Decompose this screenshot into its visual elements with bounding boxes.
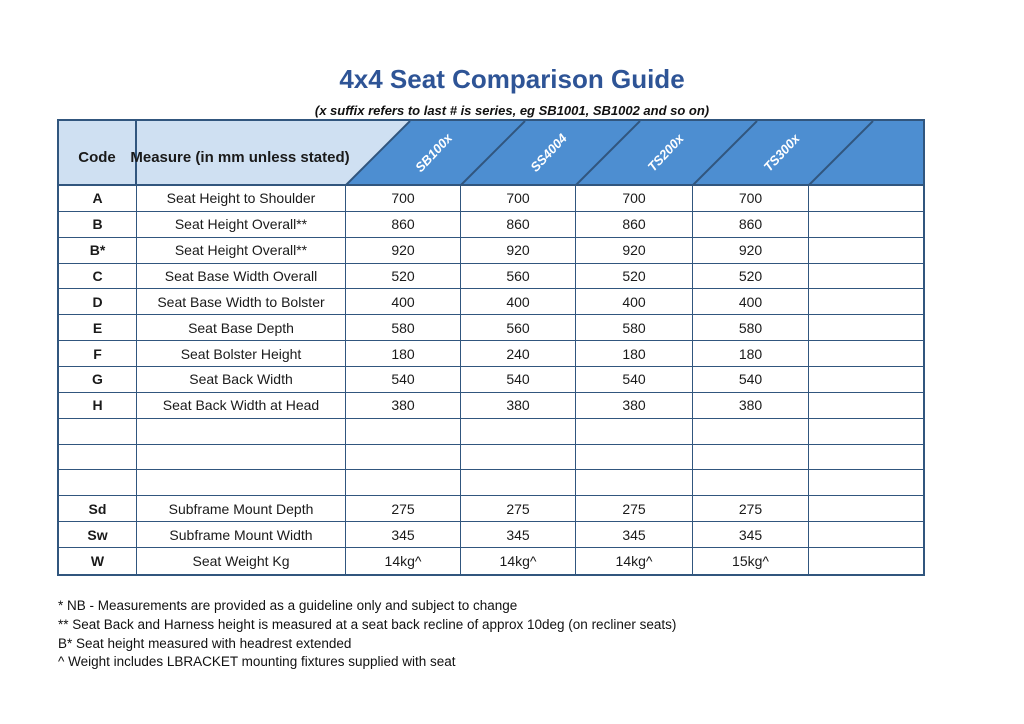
row-value [461,470,576,496]
row-value: 14kg^ [576,548,693,574]
row-value [693,445,809,471]
table-row [59,548,923,574]
row-measure: Seat Height to Shoulder [137,186,346,212]
row-value [809,496,923,522]
column-header-ss4004: SS4004 [527,130,570,175]
footnote-line: ^ Weight includes LBRACKET mounting fixtures supplied with seat [58,654,456,670]
row-code: B* [59,238,137,264]
row-measure: Seat Base Width to Bolster [137,289,346,315]
row-value: 345 [576,522,693,548]
comparison-table [57,119,925,576]
row-measure: Seat Back Width [137,367,346,393]
footnotes [58,597,958,672]
row-measure: Seat Base Depth [137,315,346,341]
row-measure: Seat Weight Kg [137,548,346,574]
row-value: 15kg^ [693,548,809,574]
row-value: 400 [576,289,693,315]
row-value: 580 [693,315,809,341]
row-value: 275 [693,496,809,522]
row-value [576,419,693,445]
table-row [59,367,923,393]
column-header-ts300x: TS300x [760,130,803,175]
row-value: 560 [461,315,576,341]
row-value: 520 [576,264,693,290]
row-code: E [59,315,137,341]
row-value [809,522,923,548]
row-value [809,341,923,367]
page-subtitle: (x suffix refers to last # is series, eg SB1001, SB1002 and so on) [314,103,710,118]
row-code: A [59,186,137,212]
row-value: 275 [576,496,693,522]
row-value [809,470,923,496]
row-value: 700 [461,186,576,212]
row-value [346,419,461,445]
row-value: 345 [461,522,576,548]
table-row [59,289,923,315]
row-value: 14kg^ [346,548,461,574]
column-header-sb100x: SB100x [412,130,456,175]
row-value: 540 [693,367,809,393]
row-value [809,393,923,419]
row-code: D [59,289,137,315]
row-value: 180 [576,341,693,367]
row-value [461,419,576,445]
row-value [809,367,923,393]
row-value: 860 [461,212,576,238]
row-value: 275 [461,496,576,522]
row-value: 920 [346,238,461,264]
row-value [809,289,923,315]
row-value: 380 [693,393,809,419]
column-header-code: Code [78,149,116,166]
row-code: G [59,367,137,393]
column-header-ts200x: TS200x [644,130,687,175]
row-value [809,315,923,341]
row-value: 700 [576,186,693,212]
row-value: 345 [693,522,809,548]
row-value: 520 [346,264,461,290]
row-value: 920 [693,238,809,264]
footnote-line: * NB - Measurements are provided as a guideline only and subject to change [58,598,518,613]
row-value: 580 [576,315,693,341]
table-header [59,121,923,186]
row-measure: Seat Height Overall** [137,212,346,238]
table-row [59,522,923,548]
row-code: Sd [59,496,137,522]
row-value: 540 [346,367,461,393]
row-measure: Subframe Mount Width [137,522,346,548]
row-code: C [59,264,137,290]
row-value [809,264,923,290]
row-value: 380 [576,393,693,419]
table-row [59,496,923,522]
row-value [809,548,923,574]
row-value: 540 [461,367,576,393]
row-value: 700 [693,186,809,212]
row-code: Sw [59,522,137,548]
row-measure: Seat Base Width Overall [137,264,346,290]
column-header-measure: Measure (in mm unless stated) [130,149,350,166]
row-value [346,445,461,471]
table-row [59,445,923,471]
row-value: 180 [693,341,809,367]
row-value: 380 [346,393,461,419]
page-title: 4x4 Seat Comparison Guide [339,64,685,94]
row-value: 240 [461,341,576,367]
row-value: 920 [576,238,693,264]
row-value [693,470,809,496]
row-measure [137,419,346,445]
row-measure: Subframe Mount Depth [137,496,346,522]
footnote-line: B* Seat height measured with headrest extended [58,635,352,651]
row-measure: Seat Back Width at Head [137,393,346,419]
row-code: H [59,393,137,419]
table-row [59,264,923,290]
row-value: 860 [693,212,809,238]
row-value: 520 [693,264,809,290]
row-code: B [59,212,137,238]
row-value: 860 [576,212,693,238]
table-row [59,315,923,341]
row-value [809,212,923,238]
row-code [59,445,137,471]
row-value: 400 [346,289,461,315]
row-value: 540 [576,367,693,393]
row-code: F [59,341,137,367]
table-row [59,238,923,264]
row-value: 14kg^ [461,548,576,574]
row-code [59,470,137,496]
row-value: 180 [346,341,461,367]
row-value [809,445,923,471]
table-row [59,393,923,419]
footnote-line: ** Seat Back and Harness height is measured at a seat back recline of approx 10deg (on recliner seats) [58,616,677,632]
row-value: 380 [461,393,576,419]
table-row [59,341,923,367]
row-measure [137,470,346,496]
row-value [576,445,693,471]
row-value: 400 [461,289,576,315]
row-measure: Seat Height Overall** [137,238,346,264]
row-measure [137,445,346,471]
table-row [59,186,923,212]
table-body [59,186,923,574]
row-measure: Seat Bolster Height [137,341,346,367]
row-value: 700 [346,186,461,212]
row-value: 400 [693,289,809,315]
table-row [59,212,923,238]
row-value [461,445,576,471]
row-value: 345 [346,522,461,548]
table-row [59,470,923,496]
row-value [346,470,461,496]
row-value: 275 [346,496,461,522]
table-row [59,419,923,445]
row-value: 920 [461,238,576,264]
row-value: 580 [346,315,461,341]
row-value: 560 [461,264,576,290]
row-value [693,419,809,445]
row-value [809,186,923,212]
row-value: 860 [346,212,461,238]
row-value [576,470,693,496]
row-code: W [59,548,137,574]
row-value [809,238,923,264]
row-value [809,419,923,445]
row-code [59,419,137,445]
